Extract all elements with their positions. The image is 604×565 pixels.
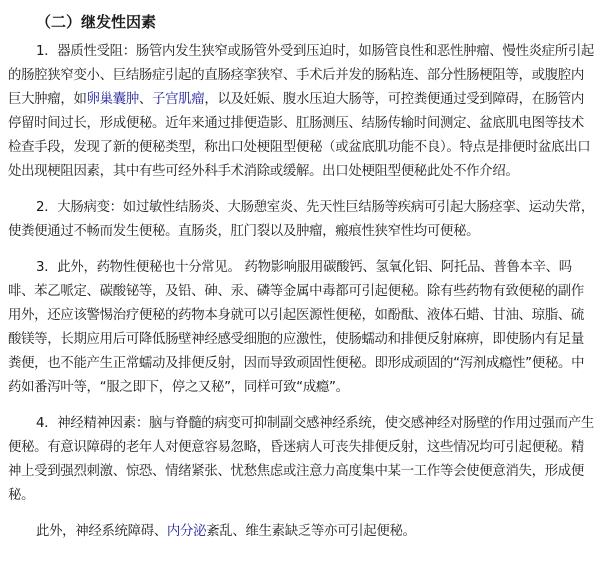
- paragraph-other-causes: [8, 520, 596, 544]
- section-title: （二）继发性因素: [36, 13, 157, 31]
- paragraph-text: ，以及妊娠、腹水压迫大肠等，可控粪便通过受到障碍，在肠管内停留时间过长，形成便秘。近年来通过排便造影、肛肠测压、结肠传输时间测定、盆底肌电图等技术检查手段，发现了新的便秘类型，称出口处梗阻型便秘（或盆底肌功能不良）。特点是排便时盆底出口处出现梗阻因素，其中有些可经外科手术消除或缓解。出口处梗阻型便秘此处不作介绍。: [8, 92, 591, 179]
- paragraph-text: 紊乱、维生素缺乏等亦可引起便秘。: [206, 524, 416, 539]
- paragraph-text: 此外，神经系统障碍、: [36, 524, 167, 539]
- paragraph-text: 1．器质性受阻：肠管内发生狭窄或肠管外受到压迫时，如肠管良性和恶性肿瘤、慢性炎症所引起的肠腔狭窄变小、巨结肠症引起的直肠痉挛狭窄、手术后并发的肠粘连、部分性肠梗阻等，或腹腔内巨大肿瘤，如: [8, 44, 595, 107]
- link-endocrine[interactable]: 内分泌: [166, 524, 207, 539]
- paragraph-colon-lesion: 2．大肠病变：如过敏性结肠炎、大肠憩室炎、先天性巨结肠等疾病可引起大肠痉挛、运动失常，使粪便通过不畅而发生便秘。直肠炎，肛门裂以及肿瘤，瘢痕性狭窄性均可便秘。: [8, 200, 595, 239]
- paragraph-organic-obstruction: [8, 40, 596, 184]
- separator: 、: [138, 92, 153, 107]
- paragraph-neuro-factors: 4．神经精神因素：脑与脊髓的病变可抑制副交感神经系统，使交感神经对肠壁的作用过强而产生便秘。有意识障碍的老年人对便意容易忽略，昏迷病人可丧失排便反射，这些情况均可引起便秘。精神上受到强烈刺激、惊恐、情绪紧张、忧愁焦虑或注意力高度集中某一工作等会使便意消失，形成便秘。: [8, 416, 595, 503]
- paragraph-drug-constipation: 3．此外，药物性便秘也十分常见。 药物影响服用碳酸钙、氢氧化铝、阿托品、普鲁本辛、吗啡、苯乙哌定、碳酸铋等，及铅、砷、汞、磷等金属中毒都可引起便秘。除有些药物有致便秘的副作用外，还应该警惕治疗便秘的药物本身就可以引起医源性便秘，如酚酞、液体石蜡、甘油、琼脂、硫酸镁等，长期应用后可降低肠壁神经感受细胞的应激性，使肠蠕动和排便反射麻痹，即使肠内有足量粪便，也不能产生正常蠕动及排便反射，因而导致顽固性便秘。即形成顽固的“泻剂成瘾性”便秘。中药如番泻叶等，“服之即下，停之又秘”，同样可致“成瘾”。: [8, 260, 585, 395]
- link-ovarian-cyst[interactable]: 卵巢囊肿: [86, 92, 139, 107]
- link-uterine-fibroid[interactable]: 子宫肌瘤: [152, 92, 205, 107]
